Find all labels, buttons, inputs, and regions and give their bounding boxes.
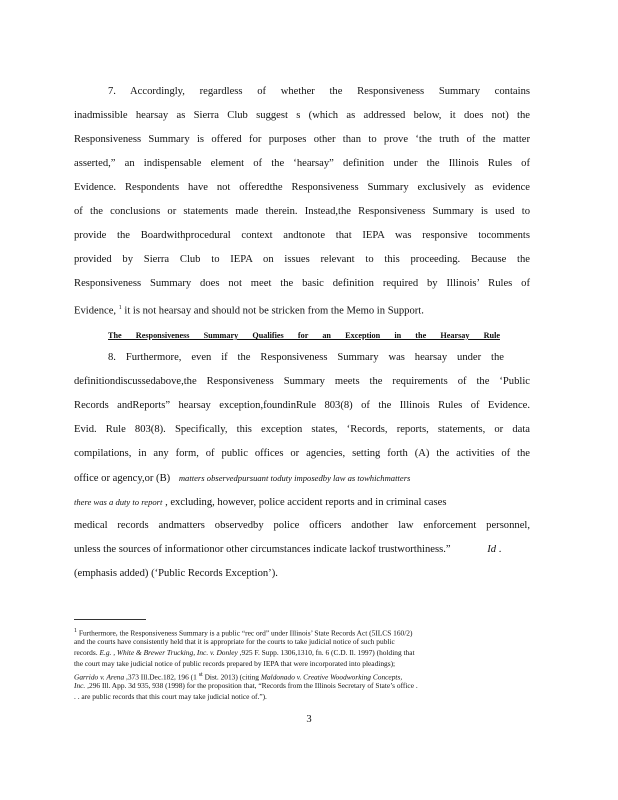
- footnote-separator: [74, 619, 146, 620]
- para7-line-8: provided by Sierra Club to IEPA on issues relevant to this proceeding. Because the: [74, 254, 530, 265]
- para8-line-9: [74, 543, 530, 557]
- para7-line-10-end: it is not hearsay and should not be stricken from the Memo in Support.: [124, 305, 424, 317]
- para8-line-7-end: , excluding, however, police accident reports and in criminal cases: [165, 497, 447, 508]
- para7-line-1: 7. Accordingly, regardless of whether the Responsiveness Summary contains: [108, 86, 530, 97]
- footnote-line-7: . . are public records that this court may take judicial notice of.”).: [74, 692, 267, 701]
- para7-line-7: provide the Boardwithprocedural context andtonote that IEPA was responsive tocomments: [74, 230, 530, 241]
- footnote-line-6-end: ,296 Ill. App. 3d 935, 938 (1998) for the proposition that, “Records from the Illinois Secretary of State’s office .: [87, 681, 418, 690]
- para7-line-5: Evidence. Respondents have not offeredthe Responsiveness Summary exclusively as evidence: [74, 182, 530, 193]
- para8-line-9-end: .: [498, 544, 502, 555]
- para7-line-10: [74, 301, 494, 319]
- para8-line-2: definitiondiscussedabove,the Responsiveness Summary meets the requirements of the ‘Public: [74, 376, 530, 387]
- para8-line-7-italic: there was a duty to report: [74, 497, 163, 507]
- para8-line-5: compilations, in any form, of public offices or agencies, setting forth (A) the activities of the: [74, 448, 530, 459]
- para8-line-6: [74, 471, 530, 486]
- para7-line-3: Responsiveness Summary is offered for purposes other than to prove ‘the truth of the matter: [74, 134, 530, 145]
- footnote-line-6: [74, 681, 540, 691]
- para8-line-6-start: office or agency,or (B): [74, 473, 171, 484]
- para8-line-1: 8. Furthermore, even if the Responsiveness Summary was hearsay under the: [108, 352, 504, 363]
- footnote-line-1-text: Furthermore, the Responsiveness Summary is a public “rec ord” under Illinois’ State Records Act (5ILCS 160/2): [78, 628, 413, 638]
- section-heading: The Responsiveness Summary Qualifies for an Exception in the Hearsay Rule: [108, 331, 500, 340]
- footnote-case-garrido: Garrido v. Arena: [74, 672, 125, 682]
- footnote-line-5-mid: ,373 Ill.Dec.182, 196 (1: [126, 672, 199, 682]
- para8-line-10: (emphasis added) (‘Public Records Exception’).: [74, 568, 278, 579]
- para7-line-4: asserted,” an indispensable element of the ‘hearsay” definition under the Illinois Rules of: [74, 158, 530, 169]
- para8-line-8: medical records andmatters observedby police officers andother law enforcement personnel,: [74, 520, 530, 531]
- footnote-case-maldonado: Maldonado v. Creative Woodworking Concepts,: [260, 672, 403, 682]
- footnote-case-white-brewer: E.g. , White & Brewer Trucking, Inc. v. Donley: [99, 648, 238, 657]
- footnote-marker: 1: [74, 628, 77, 634]
- para7-line-6: of the conclusions or statements made therein. Instead,the Responsiveness Summary is used to: [74, 206, 530, 217]
- para8-line-9-start: unless the sources of informationor other circumstances indicate lackof trustworthiness.”: [74, 544, 451, 555]
- footnote-line-3: [74, 648, 540, 658]
- footnote-line-3-start: records.: [74, 648, 100, 657]
- para7-line-9: Responsiveness Summary does not meet the basic definition required by Illinois’ Rules of: [74, 278, 530, 289]
- para8-line-7: [74, 495, 530, 510]
- footnote-line-3-end: ,925 F. Supp. 1306,1310, fn. 6 (C.D. Il. 1997) (holding that: [239, 648, 415, 657]
- para8-id-citation: Id: [487, 544, 497, 555]
- footnote-reference-1[interactable]: 1: [118, 305, 122, 311]
- footnote-case-inc: Inc.: [74, 681, 86, 690]
- para7-line-2: inadmissible hearsay as Sierra Club suggest s (which as addressed below, it does not) the: [74, 110, 530, 121]
- para8-line-6-italic: matters observedpursuant toduty imposedby law as towhichmatters: [178, 473, 411, 483]
- para7-line-10-start: Evidence,: [74, 305, 117, 317]
- para8-line-3: Records andReports” hearsay exception,foundinRule 803(8) of the Illinois Rules of Evidence.: [74, 400, 530, 411]
- page-number: 3: [306, 714, 312, 725]
- footnote-line-5-ordinal: st: [198, 672, 203, 678]
- footnote-line-2: and the courts have consistently held that it is appropriate for the courts to take judicial notice of such public: [74, 637, 395, 646]
- footnote-line-4: the court may take judicial notice of public records prepared by IEPA that were incorporated into pleadings);: [74, 659, 396, 668]
- footnote-line-5-cite: Dist. 2013) (citing: [204, 672, 261, 682]
- para8-line-4: Evid. Rule 803(8). Specifically, this exception states, ‘Records, reports, statements, or data: [74, 424, 530, 435]
